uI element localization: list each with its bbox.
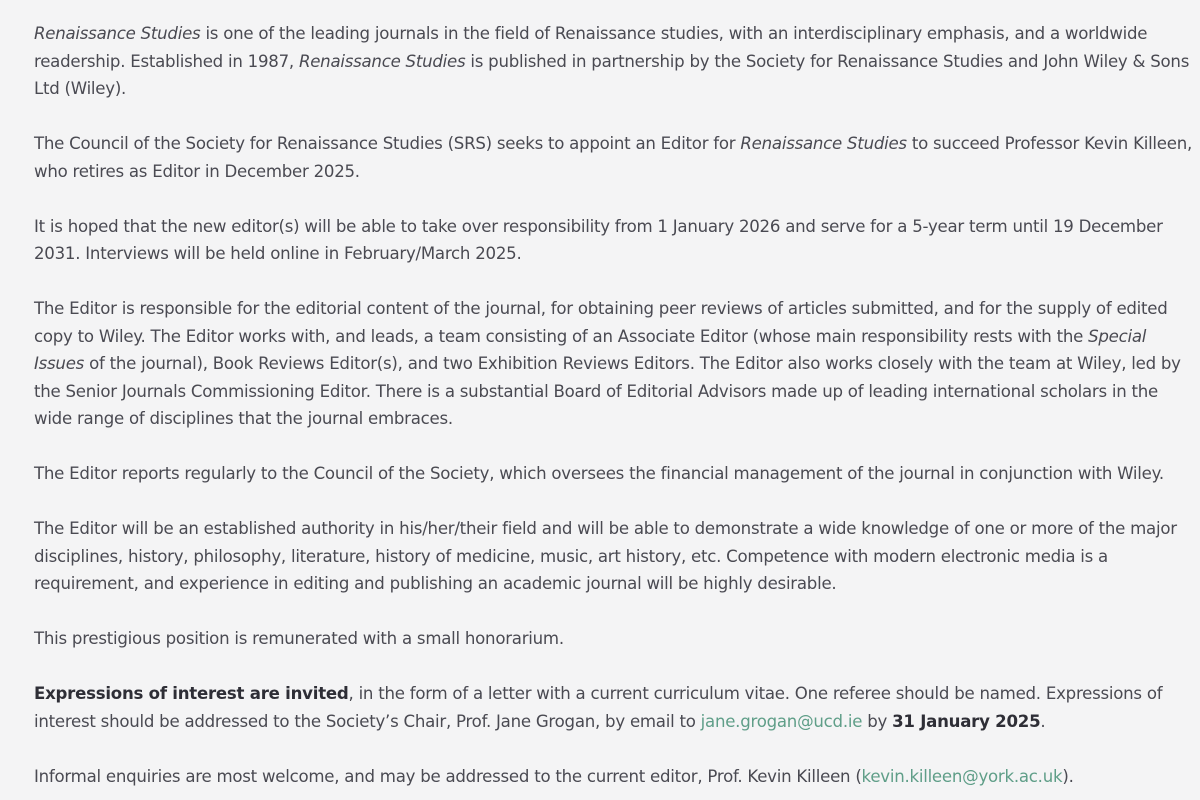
paragraph-text: is one of the leading journals in the field of Renaissance studies, with an interdisciplinary emphasis, and a worldwide readership. Established in 1987, [34, 24, 1148, 71]
paragraph-text: to succeed Professor Kevin Killeen, who retires as Editor in December 2025. [34, 134, 1192, 181]
paragraph-qualifications [34, 515, 1194, 598]
paragraph-text: This prestigious position is remunerated with a small honorarium. [34, 629, 564, 648]
journal-title: Renaissance Studies [740, 134, 907, 153]
announcement-body [34, 20, 1194, 790]
paragraph-text: is published in partnership by the Society for Renaissance Studies and John Wiley & Sons Ltd (Wiley). [34, 51, 1190, 98]
paragraph-text: Informal enquiries are most welcome, and may be addressed to the current editor, Prof. Kevin Killeen ( [34, 766, 862, 786]
paragraph-text: ). [1062, 766, 1074, 786]
journal-title: Renaissance Studies [34, 24, 201, 43]
paragraph-text: It is hoped that the new editor(s) will be able to take over responsibility from 1 January 2026 and serve for a 5-year term until 19 December 2031. Interviews will be held online in February/March 2025. [34, 216, 1163, 263]
paragraph-text: , in the form of a letter with a current curriculum vitae. One referee should be named. Expressions of interest should be addressed to the Society’s Chair, Prof. Jane Grogan, by email to [34, 684, 1163, 731]
paragraph-text: The Editor reports regularly to the Council of the Society, which oversees the financial management of the journal in conjunction with Wiley. [34, 464, 1164, 483]
special-issues-term: Special Issues [34, 326, 1147, 373]
paragraph-honorarium [34, 625, 1194, 653]
deadline-date: 31 January 2025 [892, 711, 1041, 731]
paragraph-text: of the journal), Book Reviews Editor(s), and two Exhibition Reviews Editors. The Editor also works closely with the team at Wiley, led by the Senior Journals Commissioning Editor. There is a substantial Board of Editorial Advisors made up of leading international scholars in the wide range of disciplines that the journal embraces. [34, 354, 1181, 428]
paragraph-appointment [34, 130, 1194, 185]
paragraph-text: The Council of the Society for Renaissance Studies (SRS) seeks to appoint an Editor for [34, 134, 741, 153]
editor-email-link[interactable]: kevin.killeen@york.ac.uk [861, 766, 1063, 786]
paragraph-journal-intro [34, 20, 1194, 103]
paragraph-informal-enquiries [34, 763, 1194, 791]
paragraph-reporting [34, 460, 1194, 488]
paragraph-text: The Editor is responsible for the editorial content of the journal, for obtaining peer reviews of articles submitted, and for the supply of edited copy to Wiley. The Editor works with, and leads, a team consisting of an Associate Editor (whose main responsibility rests with the [34, 299, 1168, 346]
paragraph-responsibilities [34, 295, 1194, 433]
paragraph-text: by [862, 711, 893, 731]
paragraph-text: The Editor will be an established authority in his/her/their field and will be able to demonstrate a wide knowledge of one or more of the major disciplines, history, philosophy, literature, history of medicine, music, art history, etc. Competence with modern electronic media is a requirement, and experience in editing and publishing an academic journal will be highly desirable. [34, 519, 1177, 593]
journal-title: Renaissance Studies [298, 51, 466, 71]
chair-email-link[interactable]: jane.grogan@ucd.ie [700, 711, 863, 731]
paragraph-term [34, 213, 1194, 268]
bold-lead: Expressions of interest are invited [34, 684, 349, 703]
paragraph-expressions-of-interest [34, 680, 1194, 735]
paragraph-text: . [1040, 711, 1046, 731]
